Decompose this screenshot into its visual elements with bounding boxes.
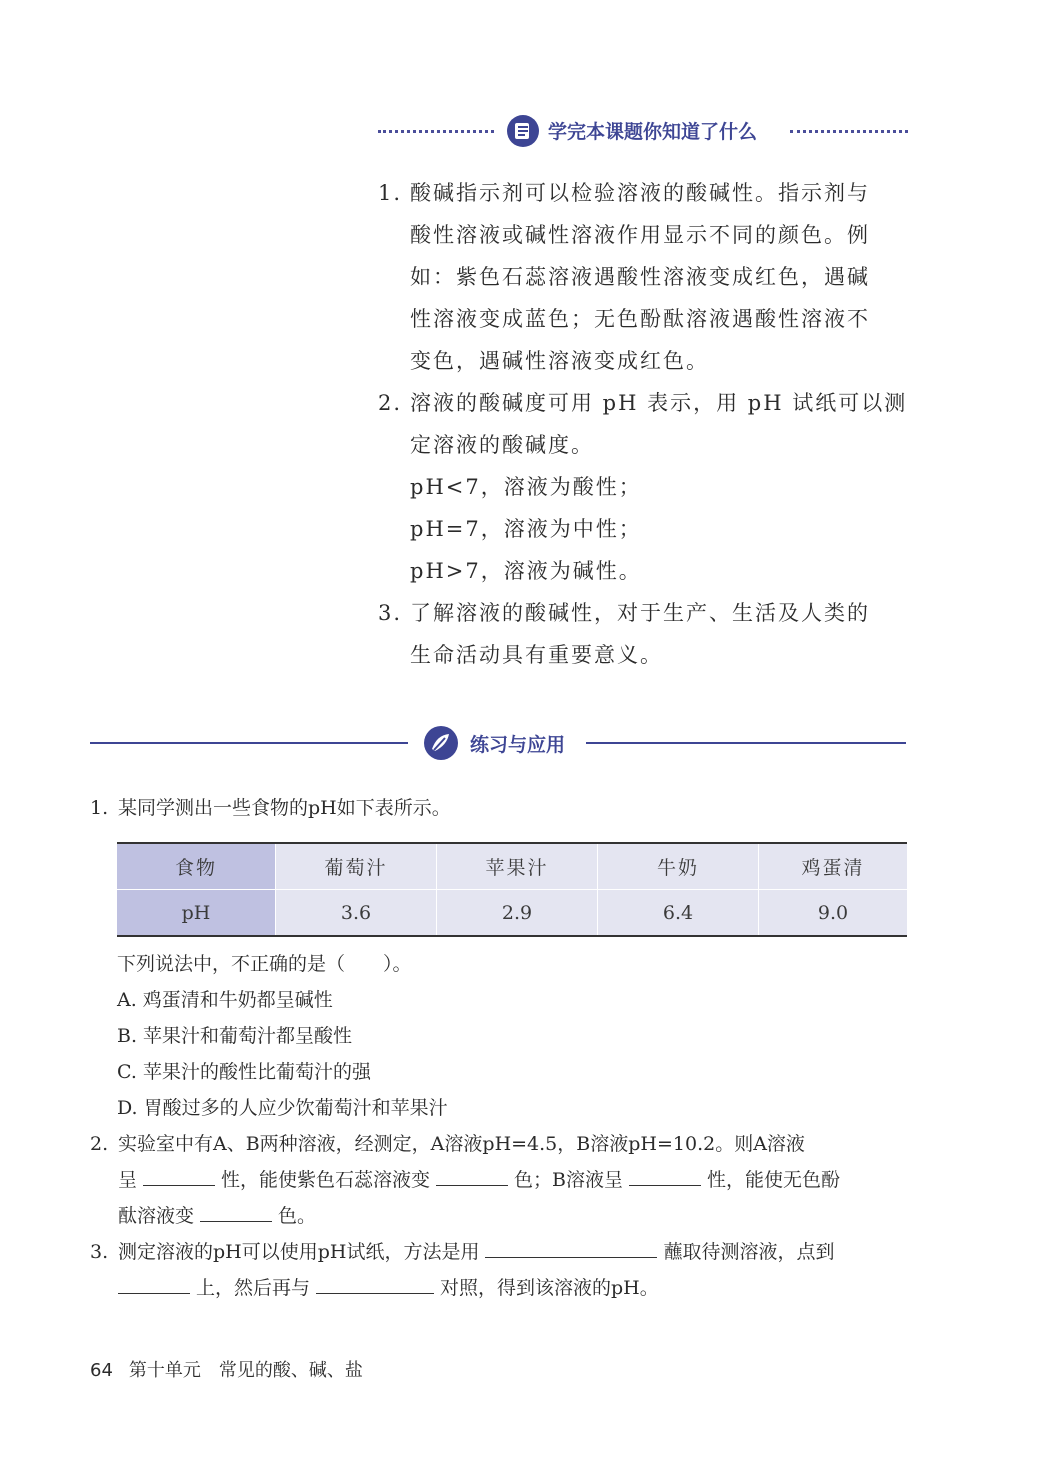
question-text: [90, 1234, 908, 1306]
item-line: 溶液的酸碱度可用 pH 表示，用 pH 试纸可以测: [410, 391, 908, 415]
item-number: 2.: [378, 391, 403, 415]
divider-left: [90, 742, 408, 744]
question-number: 2.: [90, 1133, 109, 1155]
question-prompt: 下列说法中，不正确的是（ ）。: [117, 953, 412, 975]
text-segment: 酞溶液变: [118, 1205, 195, 1227]
item-line: 定溶液的酸碱度。: [410, 433, 594, 457]
item-line: 变色，遇碱性溶液变成红色。: [410, 349, 709, 373]
table-cell: 食物: [117, 843, 276, 890]
answer-blank[interactable]: [118, 1271, 190, 1294]
text-segment: 实验室中有A、B两种溶液，经测定，A溶液pH=4.5，B溶液pH=10.2。则A溶液: [118, 1133, 805, 1155]
summary-header: [378, 112, 908, 152]
pen-icon: [423, 725, 459, 761]
text-segment: 性，能使紫色石蕊溶液变: [221, 1169, 431, 1191]
item-line: 酸碱指示剂可以检验溶液的酸碱性。指示剂与: [410, 181, 870, 205]
text-segment: 色。: [278, 1205, 317, 1227]
page-number: 64: [90, 1360, 113, 1381]
question-text: [90, 1126, 908, 1234]
answer-blank[interactable]: [629, 1163, 701, 1186]
answer-blank[interactable]: [143, 1163, 215, 1186]
ph-table: [117, 842, 907, 937]
item-line: 性溶液变成蓝色；无色酚酞溶液遇酸性溶液不: [410, 307, 870, 331]
summary-item: [378, 172, 908, 382]
question-2: [90, 1126, 908, 1234]
table-cell: 3.6: [276, 890, 437, 937]
book-icon: [506, 114, 540, 148]
table-cell: 牛奶: [598, 843, 759, 890]
summary-item: [378, 382, 908, 592]
answer-blank[interactable]: [436, 1163, 508, 1186]
question-1: [90, 790, 908, 826]
practice-header: [90, 724, 906, 764]
question-number: 1.: [90, 797, 109, 819]
item-line: 酸性溶液或碱性溶液作用显示不同的颜色。例: [410, 223, 870, 247]
table-cell: pH: [117, 890, 276, 937]
table-cell: 苹果汁: [437, 843, 598, 890]
option-d: D. 胃酸过多的人应少饮葡萄汁和苹果汁: [117, 1097, 448, 1119]
answer-blank[interactable]: [485, 1235, 657, 1258]
summary-item: [378, 592, 908, 676]
option-c: C. 苹果汁的酸性比葡萄汁的强: [117, 1061, 371, 1083]
item-number: 1.: [378, 181, 403, 205]
text-segment: 上，然后再与: [196, 1277, 311, 1299]
text-segment: 色；B溶液呈: [514, 1169, 623, 1191]
unit-title: 第十单元 常见的酸、碱、盐: [128, 1360, 363, 1381]
item-number: 3.: [378, 601, 403, 625]
question-text: 某同学测出一些食物的pH如下表所示。: [118, 797, 451, 819]
summary-title: 学完本课题你知道了什么: [548, 121, 758, 143]
text-segment: 测定溶液的pH可以使用pH试纸，方法是用: [118, 1241, 480, 1263]
item-line: pH>7，溶液为碱性。: [410, 559, 642, 583]
item-line: pH<7，溶液为酸性；: [410, 475, 642, 499]
page-footer: [90, 1356, 363, 1382]
item-line: 了解溶液的酸碱性，对于生产、生活及人类的: [410, 601, 870, 625]
table-row: [117, 890, 907, 937]
text-segment: 蘸取待测溶液，点到: [663, 1241, 835, 1263]
text-segment: 呈: [118, 1169, 138, 1191]
table-cell: 6.4: [598, 890, 759, 937]
item-line: 如：紫色石蕊溶液遇酸性溶液变成红色，遇碱: [410, 265, 870, 289]
text-segment: 性，能使无色酚: [707, 1169, 841, 1191]
option-b: B. 苹果汁和葡萄汁都呈酸性: [117, 1025, 353, 1047]
option-a: A. 鸡蛋清和牛奶都呈碱性: [117, 989, 333, 1011]
dotted-divider-right: [790, 130, 908, 133]
table-cell: 2.9: [437, 890, 598, 937]
divider-right: [586, 742, 906, 744]
answer-blank[interactable]: [200, 1199, 272, 1222]
item-line: pH=7，溶液为中性；: [410, 517, 642, 541]
item-line: 生命活动具有重要意义。: [410, 643, 663, 667]
table-row: [117, 843, 907, 890]
dotted-divider-left: [378, 130, 494, 133]
question-number: 3.: [90, 1241, 109, 1263]
text-segment: 对照，得到该溶液的pH。: [440, 1277, 659, 1299]
table-cell: 鸡蛋清: [759, 843, 908, 890]
answer-blank[interactable]: [316, 1271, 434, 1294]
practice-title: 练习与应用: [470, 734, 566, 756]
summary-list: [378, 172, 908, 676]
table-cell: 9.0: [759, 890, 908, 937]
table-cell: 葡萄汁: [276, 843, 437, 890]
question-3: [90, 1234, 908, 1306]
